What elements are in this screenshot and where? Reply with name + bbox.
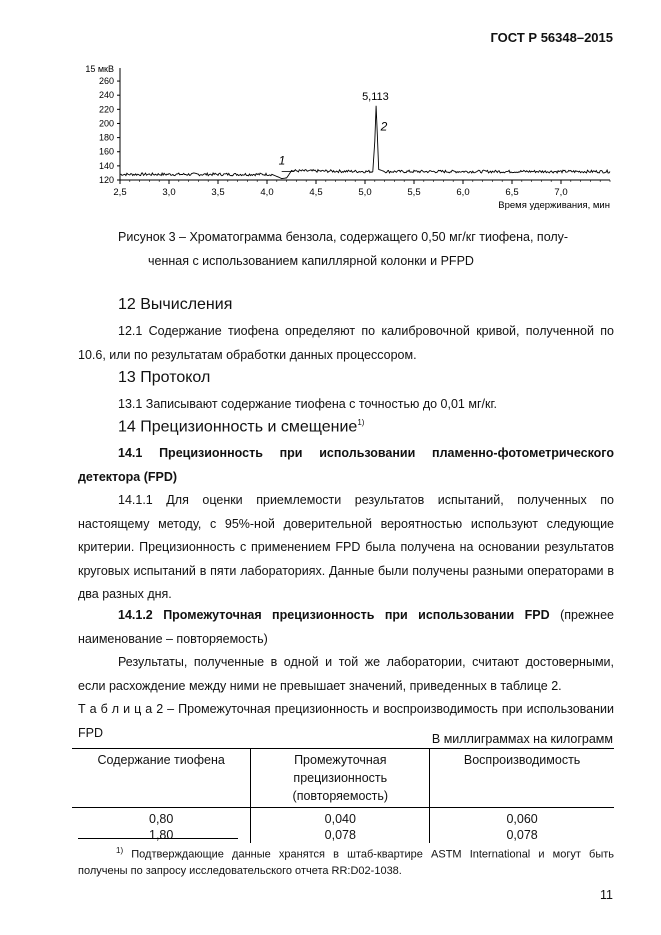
section-12-1-text: [78, 320, 614, 367]
chromatogram-line: [120, 106, 610, 179]
footnote-divider: [78, 838, 238, 839]
y-tick-label: 140: [98, 160, 114, 171]
section-14-1-2-text: [78, 604, 614, 651]
footnote-text: Подтверждающие данные хранятся в штаб-квартире ASTM International и могут быть получены по запросу исследовательского отчета RR:D02-1038.: [78, 848, 614, 877]
y-tick-label: 200: [98, 118, 114, 129]
x-tick-label: 5,5: [407, 187, 421, 198]
section-14-1-2-body: Результаты, полученные в одной и той же лаборатории, считают достоверными, если расхождение между ними не превышает значений, приведенных в таблице 2.: [78, 655, 614, 693]
x-tick-label: 7,0: [554, 187, 568, 198]
section-14-title-text: 14 Прецизионность и смещение: [118, 418, 358, 436]
section-13-1-text: [78, 393, 614, 417]
table-caption-text: – Промежуточная прецизионность и воспроизводимость при использовании FPD: [78, 702, 614, 740]
y-tick-label: 260: [98, 76, 114, 87]
figure-caption-line-2: ченная с использованием капиллярной колонки и PFPD: [148, 254, 474, 268]
table-header-row: [72, 749, 614, 808]
y-tick-label: 240: [98, 90, 114, 101]
section-14-1-1-text: [78, 489, 614, 607]
peak-label: 5,113: [362, 90, 389, 103]
x-tick-label: 6,0: [456, 187, 470, 198]
header-reproducibility: Воспроизводимость: [430, 749, 614, 808]
document-code: ГОСТ Р 56348–2015: [490, 30, 613, 45]
section-14-1-title-text: 14.1 Прецизионность при использовании пламенно-фотометрического детектора (FPD): [78, 446, 614, 484]
section-14-1-1-body: 14.1.1 Для оценки приемлемости результатов испытаний, полученных по настоящему методу, с 95%-ной доверительной вероятностью используют следующие критерии. Прецизионность с применением FPD была получена на основании результатов круговых испытаний в пяти лабораториях. Данные были получены разными операторами в два разных дня.: [78, 493, 614, 601]
section-13-1-body: 13.1 Записывают содержание тиофена с точностью до 0,01 мг/кг.: [118, 397, 497, 411]
table-cell: 0,060: [430, 808, 614, 828]
page-number: 11: [600, 888, 613, 902]
section-14-1-2-paragraph: [78, 651, 614, 698]
x-tick-label: 5,0: [358, 187, 372, 198]
y-tick-label: 120: [98, 175, 114, 185]
header-thiophene-content: Содержание тиофена: [72, 749, 251, 808]
table-row: [72, 827, 614, 843]
section-13-title: 13 Протокол: [118, 369, 211, 386]
section-14-1-2-title: 14.1.2 Промежуточная прецизионность при использовании FPD: [118, 608, 550, 622]
table-cell: 0,040: [251, 808, 430, 828]
table-cell: 0,078: [430, 827, 614, 843]
footnote-marker: 1): [116, 846, 124, 855]
figure-caption-line-1: Рисунок 3 – Хроматограмма бензола, содержащего 0,50 мг/кг тиофена, полу-: [118, 230, 569, 244]
footnote: [78, 843, 614, 879]
table-row: [72, 808, 614, 828]
marker-1: 1: [278, 153, 286, 168]
x-tick-label: 2,5: [113, 187, 127, 198]
y-tick-label: 180: [98, 132, 114, 143]
marker-2: 2: [380, 119, 388, 134]
header-intermediate-precision: Промежуточная прецизионность (повторяемость): [251, 749, 430, 808]
chromatogram-chart: [78, 62, 618, 212]
section-12-title: 12 Вычисления: [118, 296, 233, 313]
x-tick-label: 4,5: [309, 187, 323, 198]
table-cell: 0,80: [149, 812, 174, 826]
precision-table: [72, 748, 614, 843]
section-12-1-body: 12.1 Содержание тиофена определяют по калибровочной кривой, полученной по 10.6, или по результатам обработки данных процессором.: [78, 324, 614, 362]
x-tick-label: 4,0: [260, 187, 274, 198]
y-tick-label: 220: [98, 104, 114, 115]
x-axis-label: Время удерживания, мин: [498, 200, 610, 211]
footnote-ref: 1): [357, 418, 365, 427]
table-cell: 0,078: [251, 827, 430, 843]
section-14-title: [118, 418, 364, 436]
chromatogram-figure: [78, 62, 618, 217]
y-tick-label: 160: [98, 146, 114, 157]
y-axis-unit: 15 мкВ: [85, 64, 114, 74]
x-tick-label: 6,5: [505, 187, 519, 198]
section-14-1-title: [78, 442, 614, 489]
x-tick-label: 3,5: [211, 187, 225, 198]
table-unit: В миллиграммах на килограмм: [431, 732, 613, 746]
table-caption-prefix: Т а б л и ц а 2: [78, 702, 164, 716]
x-tick-label: 3,0: [162, 187, 176, 198]
table-cell: 1,80: [149, 828, 174, 842]
section-14-1-2-note: (прежнее наименование – повторяемость): [78, 608, 614, 646]
